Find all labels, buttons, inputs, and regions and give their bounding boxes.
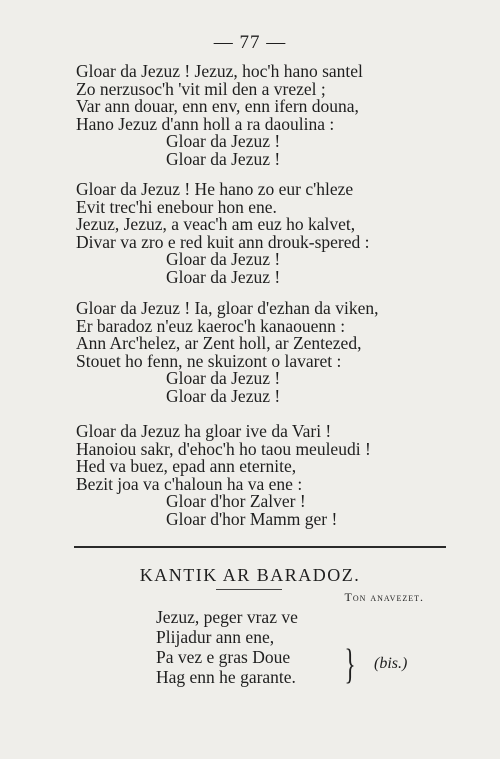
tune-note: Ton anavezet. <box>344 590 424 604</box>
verse-line: Hanoiou sakr, d'ehoc'h ho taou meuleudi ! <box>76 438 371 459</box>
refrain-line: Gloar da Jezuz ! <box>166 148 281 169</box>
stanza-1 <box>76 63 436 169</box>
refrain-line: Gloar d'hor Zalver ! <box>166 491 306 512</box>
verse-line: Zo nerzusoc'h 'vit mil den a vrezel ; <box>76 78 326 99</box>
stanza-4 <box>76 423 436 529</box>
refrain-line: Gloar d'hor Mamm ger ! <box>166 508 338 529</box>
refrain-line: Gloar da Jezuz ! <box>166 385 281 406</box>
stanza-3 <box>76 300 436 406</box>
refrain-line: Gloar da Jezuz ! <box>166 249 281 270</box>
verse-line: Ann Arc'helez, ar Zent holl, ar Zentezed, <box>76 333 362 354</box>
title-underline <box>216 589 282 590</box>
verse-line: Hed va buez, epad ann eternite, <box>76 456 297 477</box>
brace-symbol: } <box>344 642 356 688</box>
verse-line: Gloar da Jezuz ha gloar ive da Vari ! <box>76 421 332 441</box>
verse-line: Var ann douar, enn env, enn ifern douna, <box>76 96 359 117</box>
repeat-mark: (bis.) <box>374 655 408 672</box>
verse-line: Jezuz, peger vraz ve <box>156 607 298 627</box>
stanza-2 <box>76 181 436 287</box>
verse-line: Gloar da Jezuz ! Ia, gloar d'ezhan da viken, <box>76 298 379 318</box>
verse-line: Hag enn he garante. <box>156 667 296 687</box>
page-number: — 77 — <box>213 32 287 53</box>
refrain-line: Gloar da Jezuz ! <box>166 266 281 287</box>
verse-line: Gloar da Jezuz ! Jezuz, hoc'h hano santel <box>76 61 363 81</box>
verse-line: Divar va zro e red kuit ann drouk-spered : <box>76 231 370 252</box>
section-divider <box>74 546 446 548</box>
hymn-title: KANTIK AR BARADOZ. <box>139 565 361 585</box>
verse-line: Evit trec'hi enebour hon ene. <box>76 196 277 217</box>
verse-line: Bezit joa va c'haloun ha va ene : <box>76 473 303 494</box>
verse-line: Jezuz, Jezuz, a veac'h am euz ho kalvet, <box>76 214 356 235</box>
verse-line: Stouet ho fenn, ne skuizont o lavaret : <box>76 350 342 371</box>
hymn-verse <box>156 607 336 687</box>
refrain-line: Gloar da Jezuz ! <box>166 368 281 389</box>
verse-line: Pa vez e gras Doue <box>156 647 291 667</box>
verse-line: Gloar da Jezuz ! He hano zo eur c'hleze <box>76 179 354 199</box>
refrain-line: Gloar da Jezuz ! <box>166 131 281 152</box>
verse-line: Plijadur ann ene, <box>156 627 275 647</box>
verse-line: Er baradoz n'euz kaeroc'h kanaouenn : <box>76 315 346 336</box>
verse-line: Hano Jezuz d'ann holl a ra daoulina : <box>76 113 335 134</box>
